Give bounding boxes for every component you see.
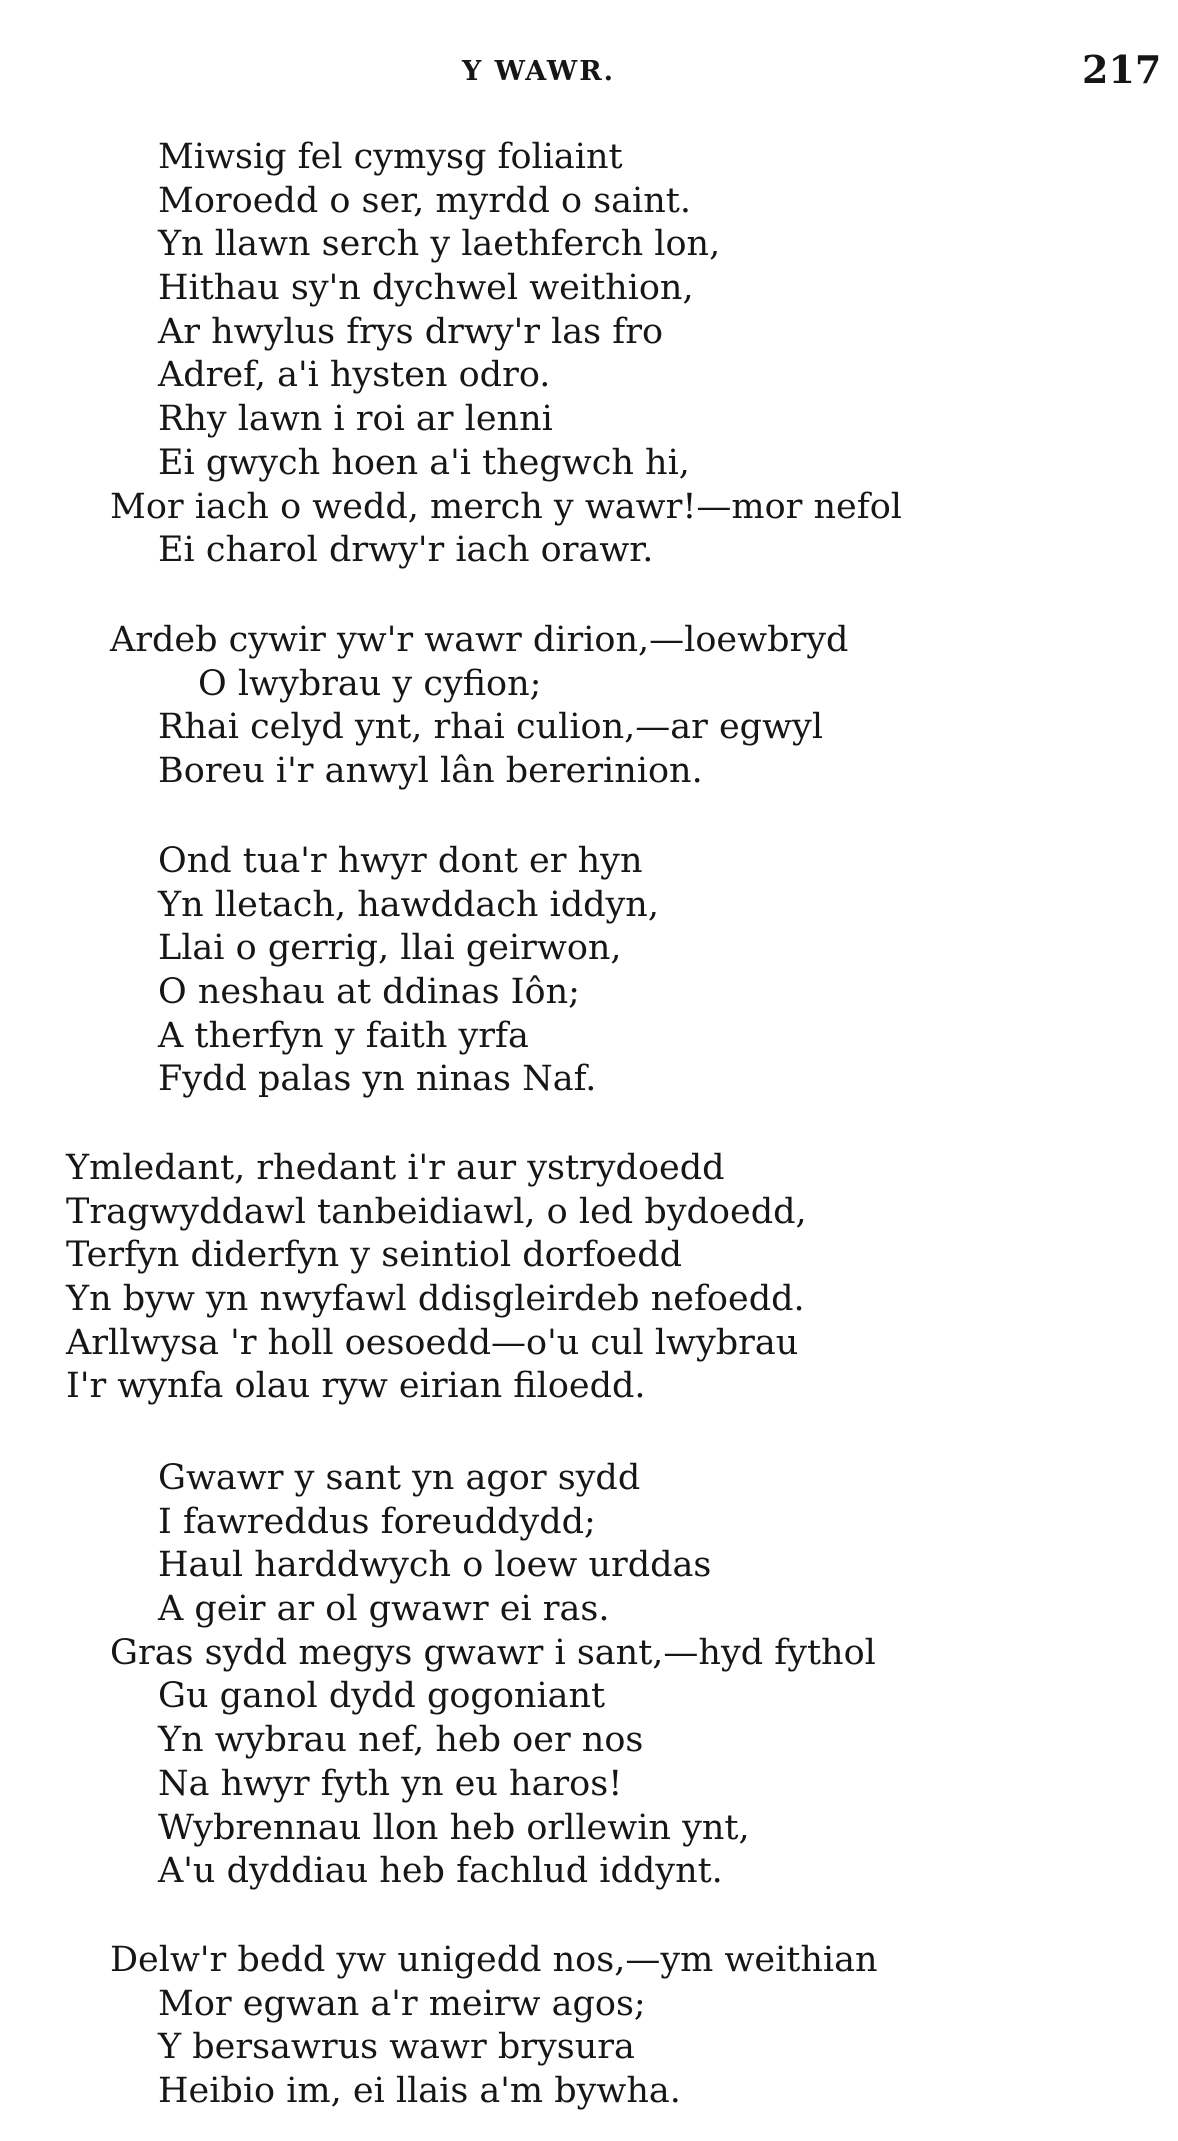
verse-line: Haul harddwych o loew urddas (158, 1545, 712, 1586)
verse-line: Rhy lawn i roi ar lenni (158, 399, 553, 440)
verse-line: Na hwyr fyth yn eu haros! (158, 1763, 623, 1804)
verse-line: O lwybrau y cyfion; (198, 663, 542, 704)
verse-line: Llai o gerrig, llai geirwon, (158, 928, 622, 969)
verse-line: Gu ganol dydd gogoniant (158, 1676, 606, 1717)
running-title: Y WAWR. (462, 56, 616, 87)
verse-line: Adref, a'i hysten odro. (158, 355, 551, 396)
verse-line: Boreu i'r anwyl lân bererinion. (158, 751, 703, 792)
verse-line: Mor iach o wedd, merch y wawr!—mor nefol (110, 486, 902, 527)
verse-line: Ardeb cywir yw'r wawr dirion,—loewbryd (110, 620, 849, 660)
stanza-2 (0, 619, 1178, 794)
verse-line: Ei gwych hoen a'i thegwch hi, (158, 442, 690, 483)
verse-line: Hithau sy'n dychwel weithion, (158, 268, 694, 309)
verse-line: O neshau at ddinas Iôn; (158, 972, 580, 1013)
verse-line: Yn llawn serch y laethferch lon, (158, 224, 721, 265)
verse-line: Arllwysa 'r holl oesoedd—o'u cul lwybrau (66, 1322, 799, 1363)
verse-line: I fawreddus foreuddydd; (158, 1501, 596, 1542)
verse-line: Ymledant, rhedant i'r aur ystrydoedd (66, 1148, 725, 1188)
verse-line: Wybrennau llon heb orllewin ynt, (158, 1807, 750, 1848)
verse-line: Moroedd o ser, myrdd o saint. (158, 180, 691, 221)
verse-line: Ond tua'r hwyr dont er hyn (158, 841, 643, 881)
verse-line: Yn wybrau nef, heb oer nos (158, 1720, 644, 1761)
stanza-6 (0, 1939, 1178, 2114)
verse-line: Delw'r bedd yw unigedd nos,—ym weithian (110, 1940, 878, 1980)
verse-line: Y bersawrus wawr brysura (158, 2027, 635, 2068)
verse-line: Gras sydd megys gwawr i sant,—hyd fythol (110, 1632, 876, 1673)
verse-line: Mor egwan a'r meirw agos; (158, 1983, 646, 2024)
verse-line: A geir ar ol gwawr ei ras. (158, 1589, 610, 1630)
running-head (0, 47, 1178, 92)
verse-line: Ar hwylus frys drwy'r las fro (158, 311, 664, 352)
verse-line: A therfyn y faith yrfa (158, 1015, 529, 1056)
stanza-3 (0, 840, 1178, 1102)
stanza-5 (0, 1457, 1178, 1894)
verse-line: Tragwyddawl tanbeidiawl, o led bydoedd, (66, 1191, 807, 1232)
stanza-4 (0, 1147, 1178, 1409)
page-number: 217 (1082, 47, 1162, 92)
verse-line: Gwawr y sant yn agor sydd (158, 1458, 641, 1498)
verse-line: Heibio im, ei llais a'm bywha. (158, 2071, 681, 2112)
verse-line: Fydd palas yn ninas Naf. (158, 1059, 597, 1100)
verse-line: A'u dyddiau heb fachlud iddynt. (158, 1851, 723, 1892)
verse-line: Ei charol drwy'r iach orawr. (158, 530, 654, 571)
verse-line: Miwsig fel cymysg foliaint (158, 137, 623, 177)
verse-line: Yn lletach, hawddach iddyn, (158, 884, 659, 925)
verse-line: Terfyn diderfyn y seintiol dorfoedd (66, 1235, 683, 1276)
verse-line: I'r wynfa olau ryw eirian filoedd. (66, 1366, 646, 1407)
stanza-1 (0, 136, 1178, 573)
verse-line: Rhai celyd ynt, rhai culion,—ar egwyl (158, 707, 824, 748)
verse-line: Yn byw yn nwyfawl ddisgleirdeb nefoedd. (66, 1279, 805, 1320)
